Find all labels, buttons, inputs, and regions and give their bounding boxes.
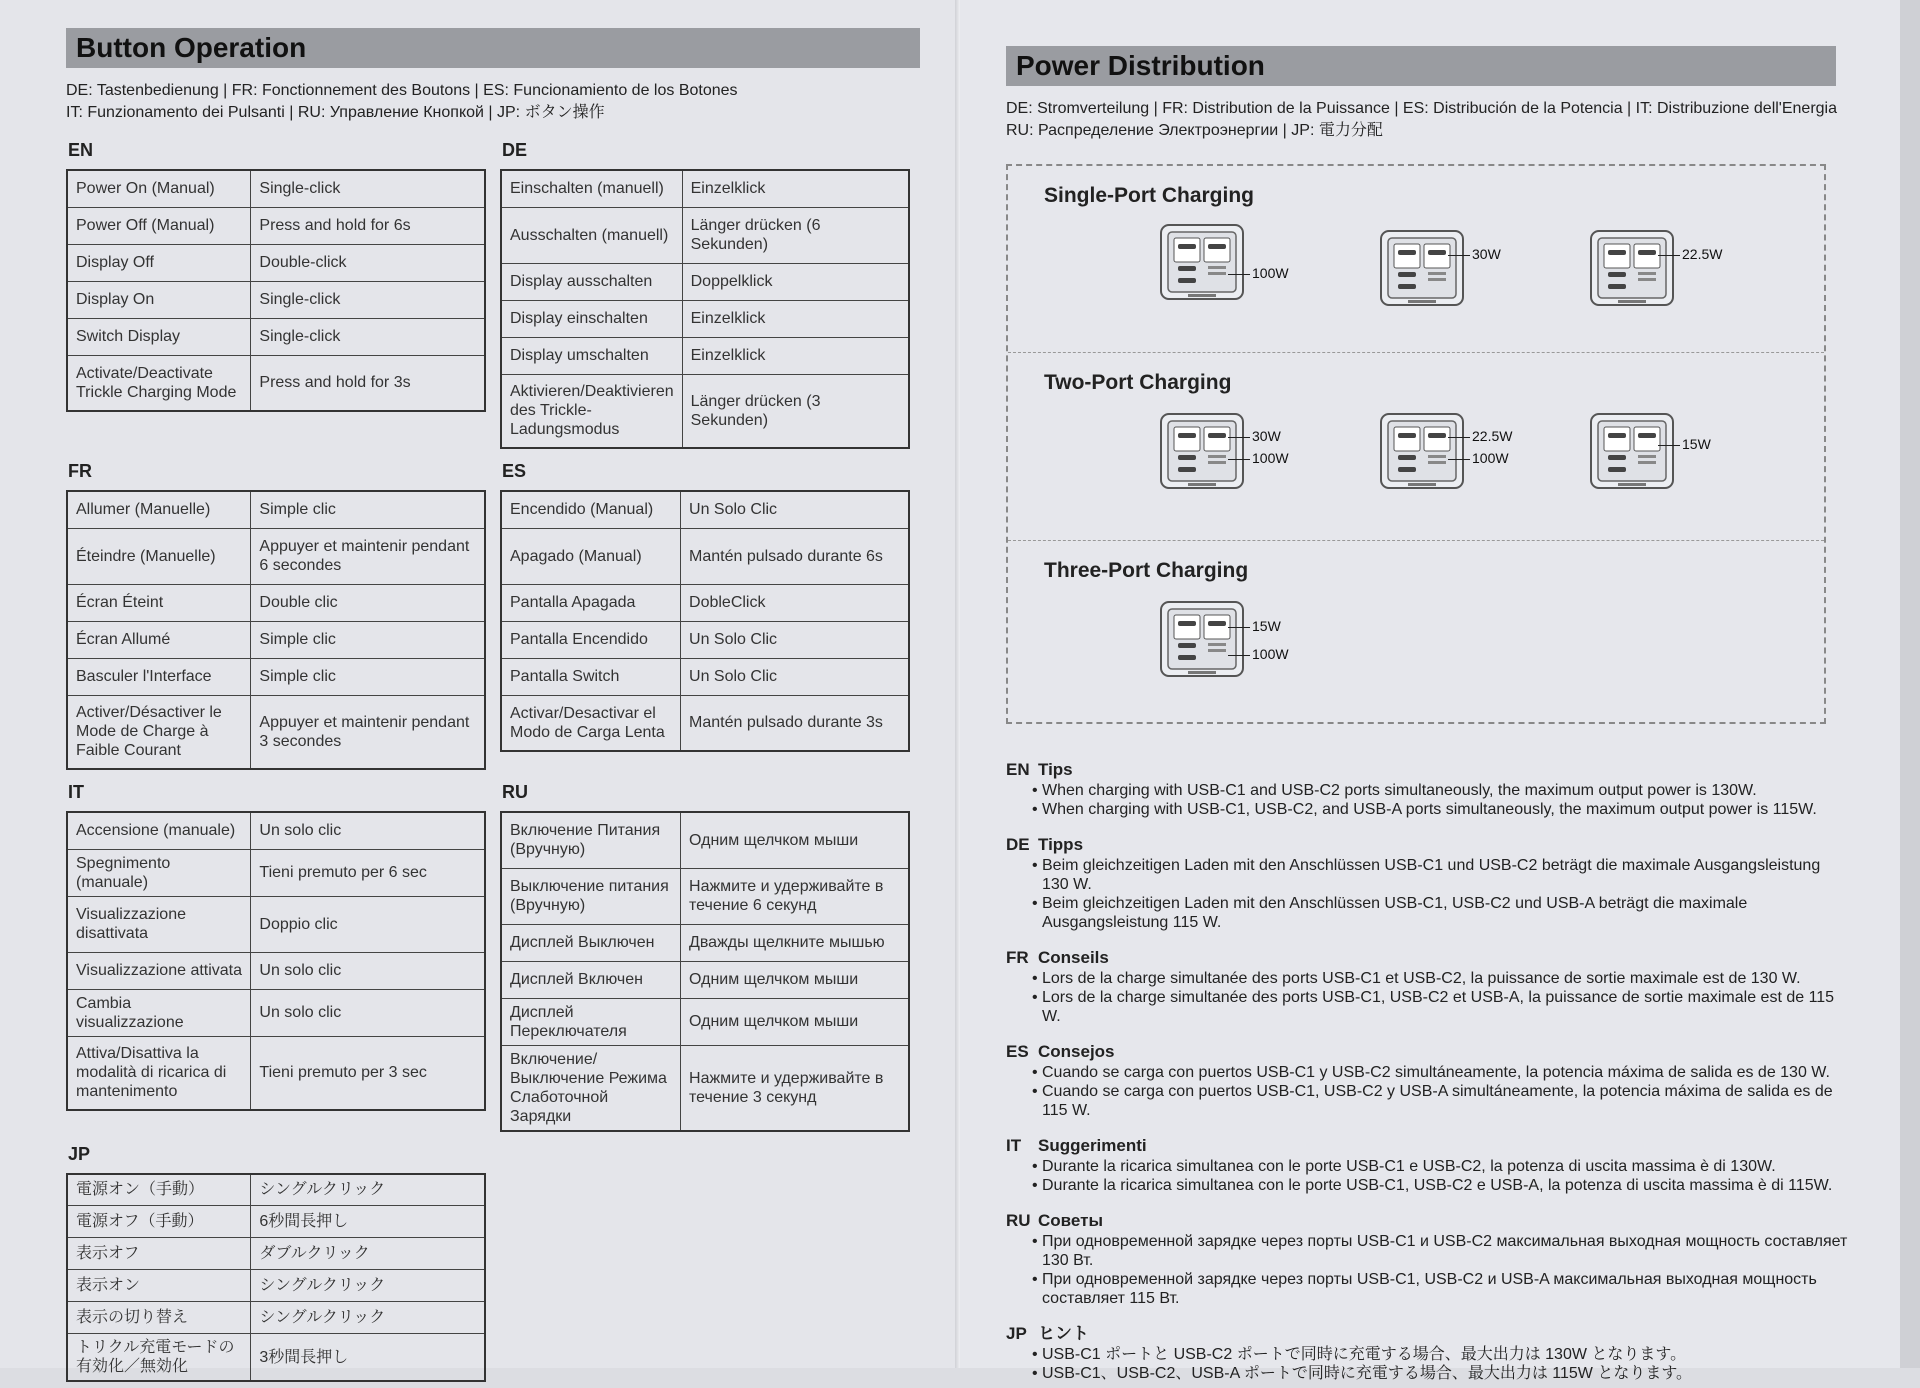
page-edge xyxy=(1900,0,1920,1368)
table-row xyxy=(67,812,485,849)
button-table-ru xyxy=(500,811,910,1132)
action-cell: Einschalten (manuell) xyxy=(501,170,682,207)
action-cell: Écran Allumé xyxy=(67,621,251,658)
table-row xyxy=(67,849,485,896)
tip-heading xyxy=(1006,835,1850,854)
table-row xyxy=(501,491,909,528)
table-row xyxy=(67,207,485,244)
button-table-jp xyxy=(66,1173,486,1383)
table-row xyxy=(67,355,485,411)
operation-cell: Einzelklick xyxy=(682,170,909,207)
tip-item: • When charging with USB-C1 and USB-C2 ports simultaneously, the maximum output power is 130W. xyxy=(1006,781,1850,800)
tip-block-en xyxy=(1006,760,1850,819)
tip-title: Советы xyxy=(1038,1211,1103,1230)
button-operation-title: Button Operation xyxy=(66,28,920,68)
lang-label: ES xyxy=(502,461,527,481)
button-table-es xyxy=(500,490,910,752)
action-cell: Switch Display xyxy=(67,318,251,355)
tip-lang-code: DE xyxy=(1006,835,1030,854)
operation-cell: Press and hold for 6s xyxy=(251,207,485,244)
lang-block-it xyxy=(66,776,486,1132)
table-row xyxy=(67,1334,485,1382)
tip-title: Tipps xyxy=(1038,835,1084,854)
tip-title: Conseils xyxy=(1038,948,1109,967)
charger-illustration xyxy=(1378,228,1501,310)
action-cell: 電源オン（手動） xyxy=(67,1174,251,1206)
two-port-section xyxy=(1008,352,1824,541)
operation-cell: Länger drücken (3 Sekunden) xyxy=(682,374,909,448)
tip-title: Tips xyxy=(1038,760,1073,779)
operation-cell: Single-click xyxy=(251,170,485,207)
three-port-title: Three-Port Charging xyxy=(1044,559,1249,582)
action-cell: Power On (Manual) xyxy=(67,170,251,207)
tip-item: • Lors de la charge simultanée des ports USB-C1 et USB-C2, la puissance de sortie maximale est de 130 W. xyxy=(1006,969,1850,988)
tip-heading xyxy=(1006,948,1850,967)
operation-cell: ダブルクリック xyxy=(251,1238,485,1270)
lang-block-jp xyxy=(66,1138,486,1383)
action-cell: 表示の切り替え xyxy=(67,1302,251,1334)
action-cell: 電源オフ（手動） xyxy=(67,1206,251,1238)
operation-cell: Un solo clic xyxy=(251,812,485,849)
table-row xyxy=(501,170,909,207)
tip-item: • При одновременной зарядке через порты USB-C1, USB-C2 и USB-A максимальная выходная мощность составляет 115 Вт. xyxy=(1006,1270,1850,1308)
action-cell: Display ausschalten xyxy=(501,263,682,300)
port-leader-line xyxy=(1448,459,1470,460)
power-distribution-diagram xyxy=(1006,164,1826,724)
action-cell: Activate/Deactivate Trickle Charging Mode xyxy=(67,355,251,411)
table-row xyxy=(67,621,485,658)
operation-cell: Simple clic xyxy=(251,658,485,695)
lang-block-de xyxy=(500,134,910,449)
action-cell: Выключение питания (Вручную) xyxy=(501,868,681,924)
action-cell: Display einschalten xyxy=(501,300,682,337)
table-row xyxy=(501,621,909,658)
tip-heading xyxy=(1006,1324,1850,1343)
operation-cell: Appuyer et maintenir pendant 3 secondes xyxy=(251,695,485,769)
table-row xyxy=(67,170,485,207)
charger-illustration xyxy=(1158,411,1289,493)
tip-lang-code: RU xyxy=(1006,1211,1031,1230)
two-port-title: Two-Port Charging xyxy=(1044,371,1232,394)
wattage-label: 100W xyxy=(1472,450,1509,466)
charger-illustration xyxy=(1588,411,1711,493)
operation-cell: Press and hold for 3s xyxy=(251,355,485,411)
lang-block-es xyxy=(500,455,910,770)
wattage-label: 15W xyxy=(1252,618,1281,634)
wattage-label: 22.5W xyxy=(1682,246,1723,262)
operation-cell: 3秒間長押し xyxy=(251,1334,485,1382)
tip-item: • Beim gleichzeitigen Laden mit den Anschlüssen USB-C1 und USB-C2 beträgt die maximale Ausgangsleistung 130 W. xyxy=(1006,856,1850,894)
operation-cell: Одним щелчком мыши xyxy=(681,812,909,868)
action-cell: Visualizzazione disattivata xyxy=(67,896,251,952)
operation-cell: Double clic xyxy=(251,584,485,621)
action-cell: Ausschalten (manuell) xyxy=(501,207,682,263)
tip-title: Suggerimenti xyxy=(1038,1136,1147,1155)
action-cell: トリクル充電モードの有効化／無効化 xyxy=(67,1334,251,1382)
action-cell: Display umschalten xyxy=(501,337,682,374)
operation-cell: Single-click xyxy=(251,318,485,355)
operation-cell: Länger drücken (6 Sekunden) xyxy=(682,207,909,263)
wattage-label: 100W xyxy=(1252,450,1289,466)
operation-cell: Un solo clic xyxy=(251,952,485,989)
charger-illustration xyxy=(1158,222,1289,304)
operation-cell: Un solo clic xyxy=(251,989,485,1036)
table-row xyxy=(67,584,485,621)
wattage-label: 22.5W xyxy=(1472,428,1513,444)
operation-cell: Mantén pulsado durante 3s xyxy=(681,695,909,751)
charger-icon xyxy=(1588,411,1676,493)
table-row xyxy=(67,989,485,1036)
action-cell: Pantalla Switch xyxy=(501,658,681,695)
operation-cell: Un Solo Clic xyxy=(681,491,909,528)
charger-icon xyxy=(1158,411,1246,493)
table-row xyxy=(67,1036,485,1110)
tip-heading xyxy=(1006,1042,1850,1061)
action-cell: Écran Éteint xyxy=(67,584,251,621)
tip-item: • Cuando se carga con puertos USB-C1 y USB-C2 simultáneamente, la potencia máxima de salida es de 130 W. xyxy=(1006,1063,1850,1082)
action-cell: Включение/Выключение Режима Слаботочной Зарядки xyxy=(501,1045,681,1131)
single-port-title: Single-Port Charging xyxy=(1044,184,1254,207)
table-row xyxy=(67,952,485,989)
action-cell: Aktivieren/Deaktivieren des Trickle-Ladungsmodus xyxy=(501,374,682,448)
action-cell: Allumer (Manuelle) xyxy=(67,491,251,528)
action-cell: Pantalla Apagada xyxy=(501,584,681,621)
tip-item: • Durante la ricarica simultanea con le porte USB-C1 e USB-C2, la potenza di uscita massima è di 130W. xyxy=(1006,1157,1850,1176)
action-cell: 表示オフ xyxy=(67,1238,251,1270)
operation-cell: Doppelklick xyxy=(682,263,909,300)
subtitle-line-1: DE: Stromverteilung | FR: Distribution de la Puissance | ES: Distribución de la Potencia | IT: Distribuzione dell'Energia xyxy=(1006,100,1838,117)
action-cell: Power Off (Manual) xyxy=(67,207,251,244)
table-row xyxy=(501,658,909,695)
operation-cell: Appuyer et maintenir pendant 6 secondes xyxy=(251,528,485,584)
operation-cell: Einzelklick xyxy=(682,337,909,374)
table-row xyxy=(501,584,909,621)
action-cell: Дисплей Выключен xyxy=(501,924,681,961)
operation-cell: Doppio clic xyxy=(251,896,485,952)
tip-block-jp xyxy=(1006,1324,1850,1383)
action-cell: Pantalla Encendido xyxy=(501,621,681,658)
wattage-label: 30W xyxy=(1252,428,1281,444)
single-port-section xyxy=(1008,166,1824,352)
table-row xyxy=(67,1302,485,1334)
tip-lang-code: ES xyxy=(1006,1042,1029,1061)
lang-block-en xyxy=(66,134,486,449)
action-cell: 表示オン xyxy=(67,1270,251,1302)
table-row xyxy=(67,281,485,318)
tips-section xyxy=(1006,760,1850,1383)
tip-item: • Beim gleichzeitigen Laden mit den Anschlüssen USB-C1, USB-C2 und USB-A beträgt die maximale Ausgangsleistung 115 W. xyxy=(1006,894,1850,932)
charger-icon xyxy=(1378,228,1466,310)
action-cell: Activer/Désactiver le Mode de Charge à Faible Courant xyxy=(67,695,251,769)
subtitle-line-2: RU: Распределение Электроэнергии | JP: 電力分配 xyxy=(1006,122,1383,139)
power-distribution-title: Power Distribution xyxy=(1006,46,1836,86)
charger-illustration xyxy=(1378,411,1513,493)
lang-label: EN xyxy=(68,140,94,160)
operation-cell: 6秒間長押し xyxy=(251,1206,485,1238)
action-cell: Apagado (Manual) xyxy=(501,528,681,584)
action-cell: Basculer l'Interface xyxy=(67,658,251,695)
table-row xyxy=(501,1045,909,1131)
port-leader-line xyxy=(1658,255,1680,256)
table-row xyxy=(67,1238,485,1270)
operation-cell: Einzelklick xyxy=(682,300,909,337)
tip-title: Consejos xyxy=(1038,1042,1115,1061)
tip-heading xyxy=(1006,1211,1850,1230)
operation-cell: Нажмите и удерживайте в течение 3 секунд xyxy=(681,1045,909,1131)
tip-title: ヒント xyxy=(1038,1324,1089,1343)
tip-lang-code: JP xyxy=(1006,1324,1027,1343)
table-row xyxy=(501,868,909,924)
tip-item: • При одновременной зарядке через порты USB-C1 и USB-C2 максимальная выходная мощность составляет 130 Вт. xyxy=(1006,1232,1850,1270)
button-table-it xyxy=(66,811,486,1111)
operation-cell: Дважды щелкните мышью xyxy=(681,924,909,961)
operation-cell: Un Solo Clic xyxy=(681,621,909,658)
port-leader-line xyxy=(1658,445,1680,446)
table-row xyxy=(501,300,909,337)
table-row xyxy=(501,998,909,1045)
table-row xyxy=(501,695,909,751)
action-cell: Spegnimento (manuale) xyxy=(67,849,251,896)
tip-heading xyxy=(1006,1136,1850,1155)
table-row xyxy=(67,658,485,695)
action-cell: Display On xyxy=(67,281,251,318)
lang-label: FR xyxy=(68,461,92,481)
tip-lang-code: EN xyxy=(1006,760,1030,779)
button-table-de xyxy=(500,169,910,449)
action-cell: Дисплей Переключателя xyxy=(501,998,681,1045)
wattage-label: 100W xyxy=(1252,265,1289,281)
button-table-en xyxy=(66,169,486,412)
operation-cell: Нажмите и удерживайте в течение 6 секунд xyxy=(681,868,909,924)
action-cell: Cambia visualizzazione xyxy=(67,989,251,1036)
tip-item: • USB-C1、USB-C2、USB-A ポートで同時に充電する場合、最大出力は 115W となります。 xyxy=(1006,1364,1850,1383)
tip-block-de xyxy=(1006,835,1850,932)
charger-icon xyxy=(1378,411,1466,493)
port-leader-line xyxy=(1228,655,1250,656)
tip-item: • Durante la ricarica simultanea con le porte USB-C1, USB-C2 e USB-A, la potenza di uscita massima è di 115W. xyxy=(1006,1176,1850,1195)
operation-cell: Tieni premuto per 3 sec xyxy=(251,1036,485,1110)
table-row xyxy=(67,491,485,528)
left-page xyxy=(0,0,960,1375)
port-leader-line xyxy=(1228,459,1250,460)
port-leader-line xyxy=(1228,274,1250,275)
operation-cell: Mantén pulsado durante 6s xyxy=(681,528,909,584)
action-cell: Éteindre (Manuelle) xyxy=(67,528,251,584)
table-row xyxy=(67,1174,485,1206)
tip-item: • When charging with USB-C1, USB-C2, and USB-A ports simultaneously, the maximum output power is 115W. xyxy=(1006,800,1850,819)
action-cell: Display Off xyxy=(67,244,251,281)
tip-block-fr xyxy=(1006,948,1850,1026)
subtitle-line-2: IT: Funzionamento dei Pulsanti | RU: Управление Кнопкой | JP: ボタン操作 xyxy=(66,104,605,121)
charger-icon xyxy=(1158,599,1246,681)
subtitle-line-1: DE: Tastenbedienung | FR: Fonctionnement des Boutons | ES: Funcionamiento de los Botones xyxy=(66,82,738,99)
action-cell: Attiva/Disattiva la modalità di ricarica di mantenimento xyxy=(67,1036,251,1110)
charger-icon xyxy=(1588,228,1676,310)
operation-cell: Single-click xyxy=(251,281,485,318)
table-row xyxy=(67,896,485,952)
lang-block-fr xyxy=(66,455,486,770)
port-leader-line xyxy=(1228,437,1250,438)
table-row xyxy=(67,528,485,584)
button-operation-subtitle xyxy=(66,80,920,124)
table-row xyxy=(67,695,485,769)
operation-cell: Simple clic xyxy=(251,621,485,658)
right-page xyxy=(960,0,1920,1382)
operation-cell: Simple clic xyxy=(251,491,485,528)
table-row xyxy=(501,961,909,998)
operation-cell: Double-click xyxy=(251,244,485,281)
table-row xyxy=(501,924,909,961)
action-cell: Visualizzazione attivata xyxy=(67,952,251,989)
tip-block-es xyxy=(1006,1042,1850,1120)
table-row xyxy=(67,244,485,281)
button-operation-tables xyxy=(66,134,920,1388)
action-cell: Включение Питания (Вручную) xyxy=(501,812,681,868)
lang-block-ru xyxy=(500,776,910,1132)
action-cell: Encendido (Manual) xyxy=(501,491,681,528)
wattage-label: 100W xyxy=(1252,646,1289,662)
table-row xyxy=(501,337,909,374)
button-table-fr xyxy=(66,490,486,770)
port-leader-line xyxy=(1448,437,1470,438)
port-leader-line xyxy=(1228,627,1250,628)
action-cell: Activar/Desactivar el Modo de Carga Lenta xyxy=(501,695,681,751)
action-cell: Дисплей Включен xyxy=(501,961,681,998)
operation-cell: シングルクリック xyxy=(251,1174,485,1206)
charger-illustration xyxy=(1158,599,1289,681)
charger-illustration xyxy=(1588,228,1723,310)
operation-cell: Одним щелчком мыши xyxy=(681,961,909,998)
table-row xyxy=(501,263,909,300)
tip-block-ru xyxy=(1006,1211,1850,1308)
operation-cell: Un Solo Clic xyxy=(681,658,909,695)
tip-item: • USB-C1 ポートと USB-C2 ポートで同時に充電する場合、最大出力は 130W となります。 xyxy=(1006,1345,1850,1364)
tip-item: • Cuando se carga con puertos USB-C1, USB-C2 y USB-A simultáneamente, la potencia máxima de salida es de 115 W. xyxy=(1006,1082,1850,1120)
tip-lang-code: FR xyxy=(1006,948,1029,967)
operation-cell: DobleClick xyxy=(681,584,909,621)
lang-label: IT xyxy=(68,782,84,802)
table-row xyxy=(67,1206,485,1238)
lang-label: DE xyxy=(502,140,528,160)
table-row xyxy=(501,207,909,263)
tip-block-it xyxy=(1006,1136,1850,1195)
three-port-section xyxy=(1008,540,1824,723)
wattage-label: 30W xyxy=(1472,246,1501,262)
table-row xyxy=(67,318,485,355)
operation-cell: Tieni premuto per 6 sec xyxy=(251,849,485,896)
wattage-label: 15W xyxy=(1682,436,1711,452)
table-row xyxy=(67,1270,485,1302)
port-leader-line xyxy=(1448,255,1470,256)
operation-cell: Одним щелчком мыши xyxy=(681,998,909,1045)
table-row xyxy=(501,374,909,448)
operation-cell: シングルクリック xyxy=(251,1302,485,1334)
power-distribution-subtitle xyxy=(1006,98,1850,142)
tip-heading xyxy=(1006,760,1850,779)
charger-icon xyxy=(1158,222,1246,304)
tip-item: • Lors de la charge simultanée des ports USB-C1, USB-C2 et USB-A, la puissance de sortie maximale est de 115 W. xyxy=(1006,988,1850,1026)
lang-label: JP xyxy=(68,1143,91,1164)
lang-label: RU xyxy=(502,782,528,802)
table-row xyxy=(501,812,909,868)
tip-lang-code: IT xyxy=(1006,1136,1022,1155)
table-row xyxy=(501,528,909,584)
action-cell: Accensione (manuale) xyxy=(67,812,251,849)
operation-cell: シングルクリック xyxy=(251,1270,485,1302)
